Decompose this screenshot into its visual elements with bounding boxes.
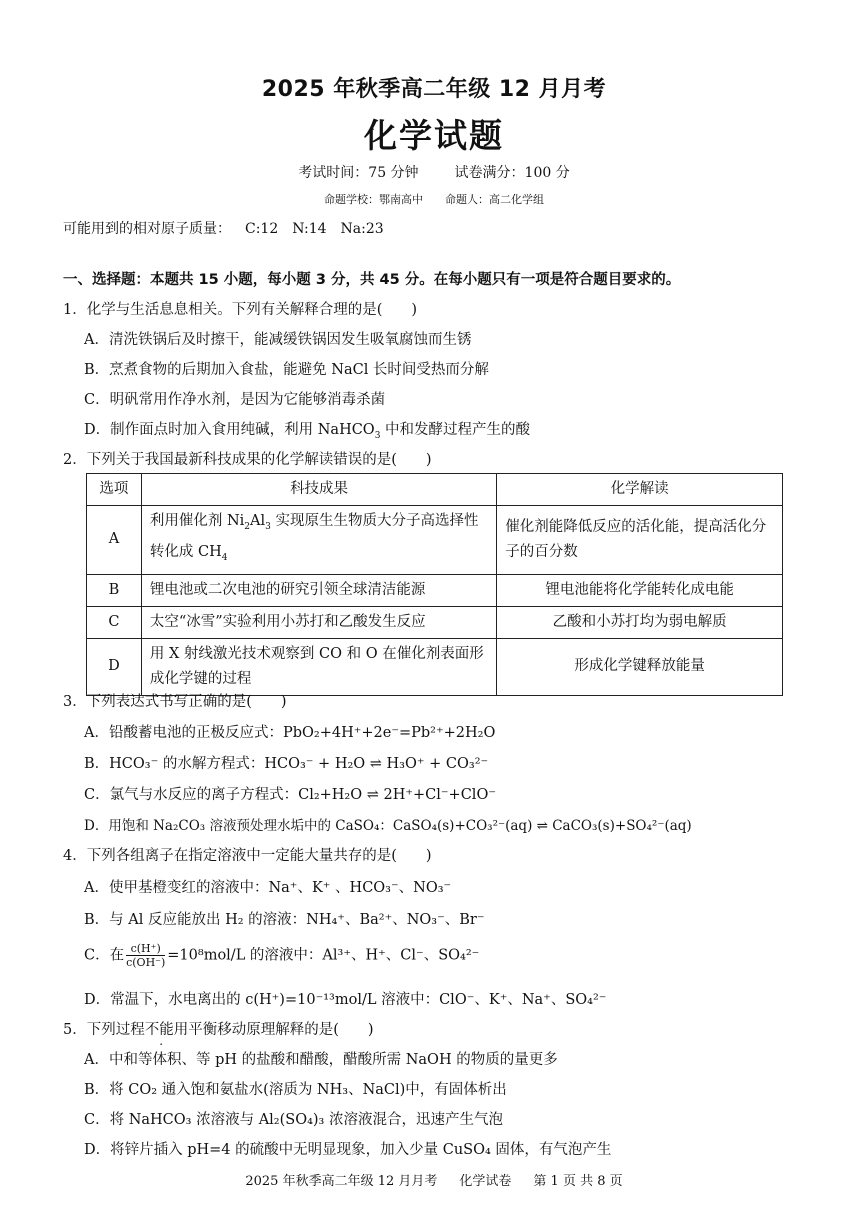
q1-option-a: A．清洗铁锅后及时擦干，能减缓铁锅因发生吸氧腐蚀而生锈 <box>84 332 472 348</box>
q4-option-c <box>84 942 479 969</box>
q4-c-post: =10⁸mol/L 的溶液中：Al³⁺、H⁺、Cl⁻、SO₄²⁻ <box>167 947 480 964</box>
subject-title: 化学试题 <box>364 116 504 155</box>
row-achievement: 太空“冰雪”实验利用小苏打和乙酸发生反应 <box>141 606 496 638</box>
fraction-denominator: c(OH⁻) <box>126 956 166 969</box>
atomic-na: Na:23 <box>340 221 384 237</box>
achv-text: 利用催化剂 Ni <box>149 513 245 529</box>
q4-stem: 4．下列各组离子在指定溶液中一定能大量共存的是( ) <box>63 848 432 864</box>
q4-option-b: B．与 Al 反应能放出 H₂ 的溶液：NH₄⁺、Ba²⁺、NO₃⁻、Br⁻ <box>84 912 485 928</box>
table-row <box>87 606 783 638</box>
footer-paper: 化学试卷 <box>459 1174 512 1189</box>
q5-stem <box>63 1018 374 1039</box>
school: 命题学校：鄂南高中 <box>324 193 423 206</box>
footer-exam: 2025 年秋季高二年级 12 月月考 <box>245 1174 438 1189</box>
row-achievement <box>141 506 496 575</box>
q3-stem: 3．下列表达式书写正确的是( ) <box>63 694 287 710</box>
row-achievement: 用 X 射线激光技术观察到 CO 和 O 在催化剂表面形成化学键的过程 <box>141 638 496 695</box>
q4-c-pre: C．在 <box>84 947 125 964</box>
achv-sub: 3 <box>265 521 271 532</box>
atomic-c: C:12 <box>245 221 279 237</box>
q3-option-b: B．HCO₃⁻ 的水解方程式：HCO₃⁻ + H₂O ⇌ H₃O⁺ + CO₃²⁻ <box>84 756 489 772</box>
q1-option-c: C．明矾常用作净水剂，是因为它能够消毒杀菌 <box>84 392 386 408</box>
footer-page: 第 1 页 共 8 页 <box>533 1174 623 1189</box>
atomic-n: N:14 <box>292 221 327 237</box>
q3-option-c: C．氯气与水反应的离子方程式：Cl₂+H₂O ⇌ 2H⁺+Cl⁻+ClO⁻ <box>84 787 496 803</box>
exam-title: 2025 年秋季高二年级 12 月月考 <box>261 77 607 102</box>
q1-stem: 1．化学与生活息息相关。下列有关解释合理的是( ) <box>63 302 418 318</box>
q5-stem-emphasis: 不能 <box>144 1022 174 1038</box>
row-option: C <box>87 606 142 638</box>
q5-option-c: C．将 NaHCO₃ 浓溶液与 Al₂(SO₄)₃ 浓溶液混合，迅速产生气泡 <box>84 1112 503 1128</box>
q5-option-b: B．将 CO₂ 通入饱和氨盐水(溶质为 NH₃、NaCl)中，有固体析出 <box>84 1082 507 1098</box>
row-option: A <box>87 506 142 575</box>
q1-d-post: 中和发酵过程产生的酸 <box>380 422 531 438</box>
row-reading: 形成化学键释放能量 <box>497 638 783 695</box>
row-reading: 催化剂能降低反应的活化能，提高活化分子的百分数 <box>497 506 783 575</box>
q5-option-d: D．将锌片插入 pH=4 的硫酸中无明显现象，加入少量 CuSO₄ 固体，有气泡产生 <box>84 1142 612 1158</box>
table-header-row <box>87 474 783 506</box>
q1-option-b: B．烹煮食物的后期加入食盐，能避免 NaCl 长时间受热而分解 <box>84 362 489 378</box>
section-heading: 一、选择题：本题共 15 小题，每小题 3 分，共 45 分。在每小题只有一项是符合题目要求的。 <box>63 272 681 288</box>
page-footer <box>0 1170 868 1189</box>
author: 命题人：高二化学组 <box>445 193 544 206</box>
header-achievement: 科技成果 <box>141 474 496 506</box>
table-row <box>87 506 783 575</box>
atomic-masses <box>63 218 384 238</box>
q1-d-sub: 3 <box>374 430 381 441</box>
q2-stem: 2．下列关于我国最新科技成果的化学解读错误的是( ) <box>63 452 432 468</box>
table-row <box>87 638 783 695</box>
exam-authors <box>0 191 868 207</box>
ratio-fraction <box>126 942 165 969</box>
q5-stem-post: 用平衡移动原理解释的是( ) <box>173 1022 374 1038</box>
achv-sub: 4 <box>221 552 228 563</box>
exam-meta <box>0 162 868 182</box>
atomic-label: 可能用到的相对原子质量： <box>63 221 231 237</box>
q5-stem-pre: 5．下列过程 <box>63 1022 145 1038</box>
achv-text: Al <box>250 513 266 529</box>
q4-option-a: A．使甲基橙变红的溶液中：Na⁺、K⁺ 、HCO₃⁻、NO₃⁻ <box>84 880 452 896</box>
row-option: B <box>87 574 142 606</box>
q5-option-a: A．中和等体积、等 pH 的盐酸和醋酸，醋酸所需 NaOH 的物质的量更多 <box>84 1052 558 1068</box>
q3-option-a: A．铅酸蓄电池的正极反应式：PbO₂+4H⁺+2e⁻=Pb²⁺+2H₂O <box>84 725 496 741</box>
achv-sub: 2 <box>244 521 251 532</box>
q3-option-d: D．用饱和 Na₂CO₃ 溶液预处理水垢中的 CaSO₄：CaSO₄(s)+CO₃²⁻(aq) ⇌ CaCO₃(s)+SO₄²⁻(aq) <box>84 818 692 834</box>
row-reading: 乙酸和小苏打均为弱电解质 <box>497 606 783 638</box>
row-option: D <box>87 638 142 695</box>
achv-text: 实现原生生物质大分子高选择性转化成 CH <box>149 513 479 560</box>
fraction-numerator: c(H⁺) <box>126 942 165 956</box>
row-achievement: 锂电池或二次电池的研究引领全球清洁能源 <box>141 574 496 606</box>
full-score: 试卷满分：100 分 <box>454 165 570 181</box>
q4-option-d: D．常温下，水电离出的 c(H⁺)=10⁻¹³mol/L 溶液中：ClO⁻、K⁺、Na⁺、SO₄²⁻ <box>84 992 607 1008</box>
table-row <box>87 574 783 606</box>
header-option: 选项 <box>87 474 142 506</box>
header-reading: 化学解读 <box>497 474 783 506</box>
row-reading: 锂电池能将化学能转化成电能 <box>497 574 783 606</box>
q2-table <box>86 473 783 696</box>
q1-d-pre: D．制作面点时加入食用纯碱，利用 NaHCO <box>84 422 375 438</box>
exam-time: 考试时间：75 分钟 <box>298 165 419 181</box>
q1-option-d <box>84 418 530 441</box>
